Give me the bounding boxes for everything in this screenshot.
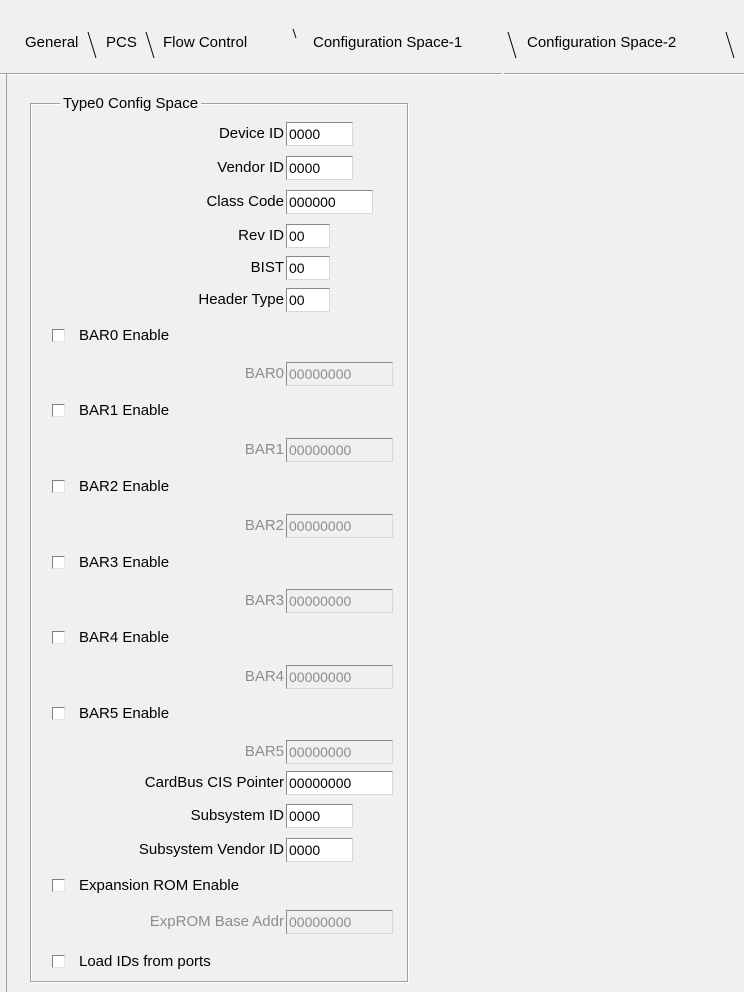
checkbox-box[interactable]: [52, 631, 65, 644]
tab-separator: [724, 30, 738, 60]
tab-separator: [86, 30, 100, 60]
bar0-enable-label: BAR0 Enable: [79, 327, 170, 344]
cardbus-cis-pointer-field[interactable]: 00000000: [286, 771, 393, 795]
tab-general[interactable]: General: [25, 34, 79, 51]
cardbus-cis-pointer-label: CardBus CIS Pointer: [144, 774, 284, 791]
tab-separator: [144, 30, 158, 60]
checkbox-box[interactable]: [52, 404, 65, 417]
bar1-label: BAR1: [244, 441, 284, 458]
class-code-field[interactable]: 000000: [286, 190, 373, 214]
bar2-enable-label: BAR2 Enable: [79, 478, 170, 495]
bar3-enable-label: BAR3 Enable: [79, 554, 170, 571]
bar2-field: 00000000: [286, 514, 393, 538]
checkbox-box[interactable]: [52, 556, 65, 569]
device-id-row: [0, 121, 284, 147]
bar4-field: 00000000: [286, 665, 393, 689]
bar5-label: BAR5: [244, 743, 284, 760]
class-code-label: Class Code: [206, 193, 284, 210]
tab-pcs[interactable]: PCS: [106, 34, 137, 51]
vendor-id-label: Vendor ID: [217, 159, 284, 176]
expansion-rom-enable-label: Expansion ROM Enable: [79, 877, 240, 894]
bar0-label: BAR0: [244, 365, 284, 382]
bar0-field: 00000000: [286, 362, 393, 386]
exprom-base-addr-field: 00000000: [286, 910, 393, 934]
bar4-row: [0, 664, 284, 690]
device-id-field[interactable]: 0000: [286, 122, 353, 146]
bar5-row: [0, 739, 284, 765]
tab-strip: [0, 0, 744, 74]
tab-configuration-space-1[interactable]: Configuration Space-1: [313, 34, 463, 51]
exprom-base-addr-label: ExpROM Base Addr: [149, 913, 284, 930]
checkbox-box[interactable]: [52, 955, 65, 968]
header-type-field[interactable]: 00: [286, 288, 330, 312]
subsystem-id-field[interactable]: 0000: [286, 804, 353, 828]
tab-strip-notch: [502, 73, 504, 75]
bar3-label: BAR3: [244, 592, 284, 609]
checkbox-box[interactable]: [52, 879, 65, 892]
checkbox-box[interactable]: [52, 480, 65, 493]
bar1-field: 00000000: [286, 438, 393, 462]
tab-separator: [290, 28, 304, 42]
subsystem-id-row: [0, 803, 284, 829]
bar1-row: [0, 437, 284, 463]
checkbox-box[interactable]: [52, 329, 65, 342]
cardbus-cis-pointer-row: [0, 770, 284, 796]
subsystem-vendor-id-row: [0, 837, 284, 863]
header-type-row: [0, 287, 284, 313]
subsystem-id-label: Subsystem ID: [190, 807, 284, 824]
tab-configuration-space-2[interactable]: Configuration Space-2: [527, 34, 677, 51]
bar1-enable-label: BAR1 Enable: [79, 402, 170, 419]
bist-label: BIST: [250, 259, 284, 276]
bist-row: [0, 255, 284, 281]
device-id-label: Device ID: [218, 125, 284, 142]
header-type-label: Header Type: [198, 291, 284, 308]
bist-field[interactable]: 00: [286, 256, 330, 280]
bar5-field: 00000000: [286, 740, 393, 764]
tab-separator: [506, 30, 520, 60]
load-ids-from-ports-label: Load IDs from ports: [79, 953, 211, 970]
class-code-row: [0, 189, 284, 215]
rev-id-label: Rev ID: [238, 227, 284, 244]
rev-id-field[interactable]: 00: [286, 224, 330, 248]
group-title: Type0 Config Space: [60, 94, 201, 114]
vendor-id-field[interactable]: 0000: [286, 156, 353, 180]
bar2-label: BAR2: [244, 517, 284, 534]
subsystem-vendor-id-label: Subsystem Vendor ID: [138, 841, 284, 858]
vendor-id-row: [0, 155, 284, 181]
bar5-enable-label: BAR5 Enable: [79, 705, 170, 722]
exprom-base-addr-row: [0, 909, 284, 935]
checkbox-box[interactable]: [52, 707, 65, 720]
rev-id-row: [0, 223, 284, 249]
bar2-row: [0, 513, 284, 539]
bar3-field: 00000000: [286, 589, 393, 613]
bar4-enable-label: BAR4 Enable: [79, 629, 170, 646]
bar4-label: BAR4: [244, 668, 284, 685]
tab-strip-highlight: [0, 74, 744, 75]
bar0-row: [0, 361, 284, 387]
bar3-row: [0, 588, 284, 614]
subsystem-vendor-id-field[interactable]: 0000: [286, 838, 353, 862]
tab-flow-control[interactable]: Flow Control: [163, 34, 248, 51]
